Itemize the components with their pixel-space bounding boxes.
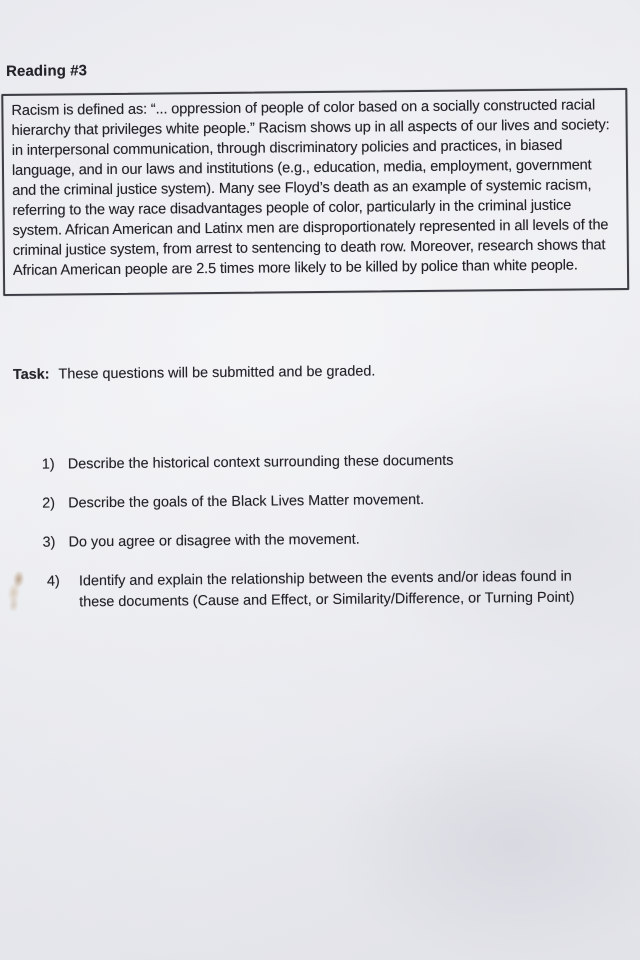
question-number: 4) — [46, 573, 60, 590]
question-number: 1) — [41, 456, 55, 473]
question-number: 3) — [42, 534, 56, 551]
task-text: These questions will be submitted and be graded. — [58, 363, 376, 383]
reading-passage-box — [1, 88, 629, 296]
reading-passage-text: Racism is defined as: “... oppression of people of color based on a socially constructed racial hierarchy that privileges white people.” Racism shows up in all aspects of our lives and society: in interpersonal communication, through discriminatory policies and practices, in biased language, and in our laws and institutions (e.g., education, media, employment, government and the criminal justice system). Many see Floyd’s death as an example of systemic racism, referring to the way race disadvantages people of color, particularly in the criminal justice system. African American and Latinx men are disproportionately represented in all levels of the criminal justice system, from arrest to sentencing to death row. Moreover, research shows that African American people are 2.5 times more likely to be killed by police than white people. — [11, 97, 610, 279]
list-item — [42, 449, 640, 476]
task-line — [13, 363, 375, 382]
question-text: Describe the historical context surrounding these documents — [67, 452, 454, 473]
question-number: 2) — [42, 495, 56, 512]
question-list — [0, 449, 640, 632]
question-text: Describe the goals of the Black Lives Matter movement. — [68, 492, 425, 512]
list-item — [42, 527, 640, 554]
task-label: Task: — [12, 366, 50, 383]
question-text: Identify and explain the relationship between the events and/or ideas found in these documents (Cause and Effect, or Similarity/Difference, or Turning Point) — [78, 568, 575, 611]
page-title: Reading #3 — [5, 62, 88, 80]
question-text: Do you agree or disagree with the movement. — [68, 531, 360, 551]
list-item — [47, 566, 640, 614]
list-item — [42, 488, 640, 515]
